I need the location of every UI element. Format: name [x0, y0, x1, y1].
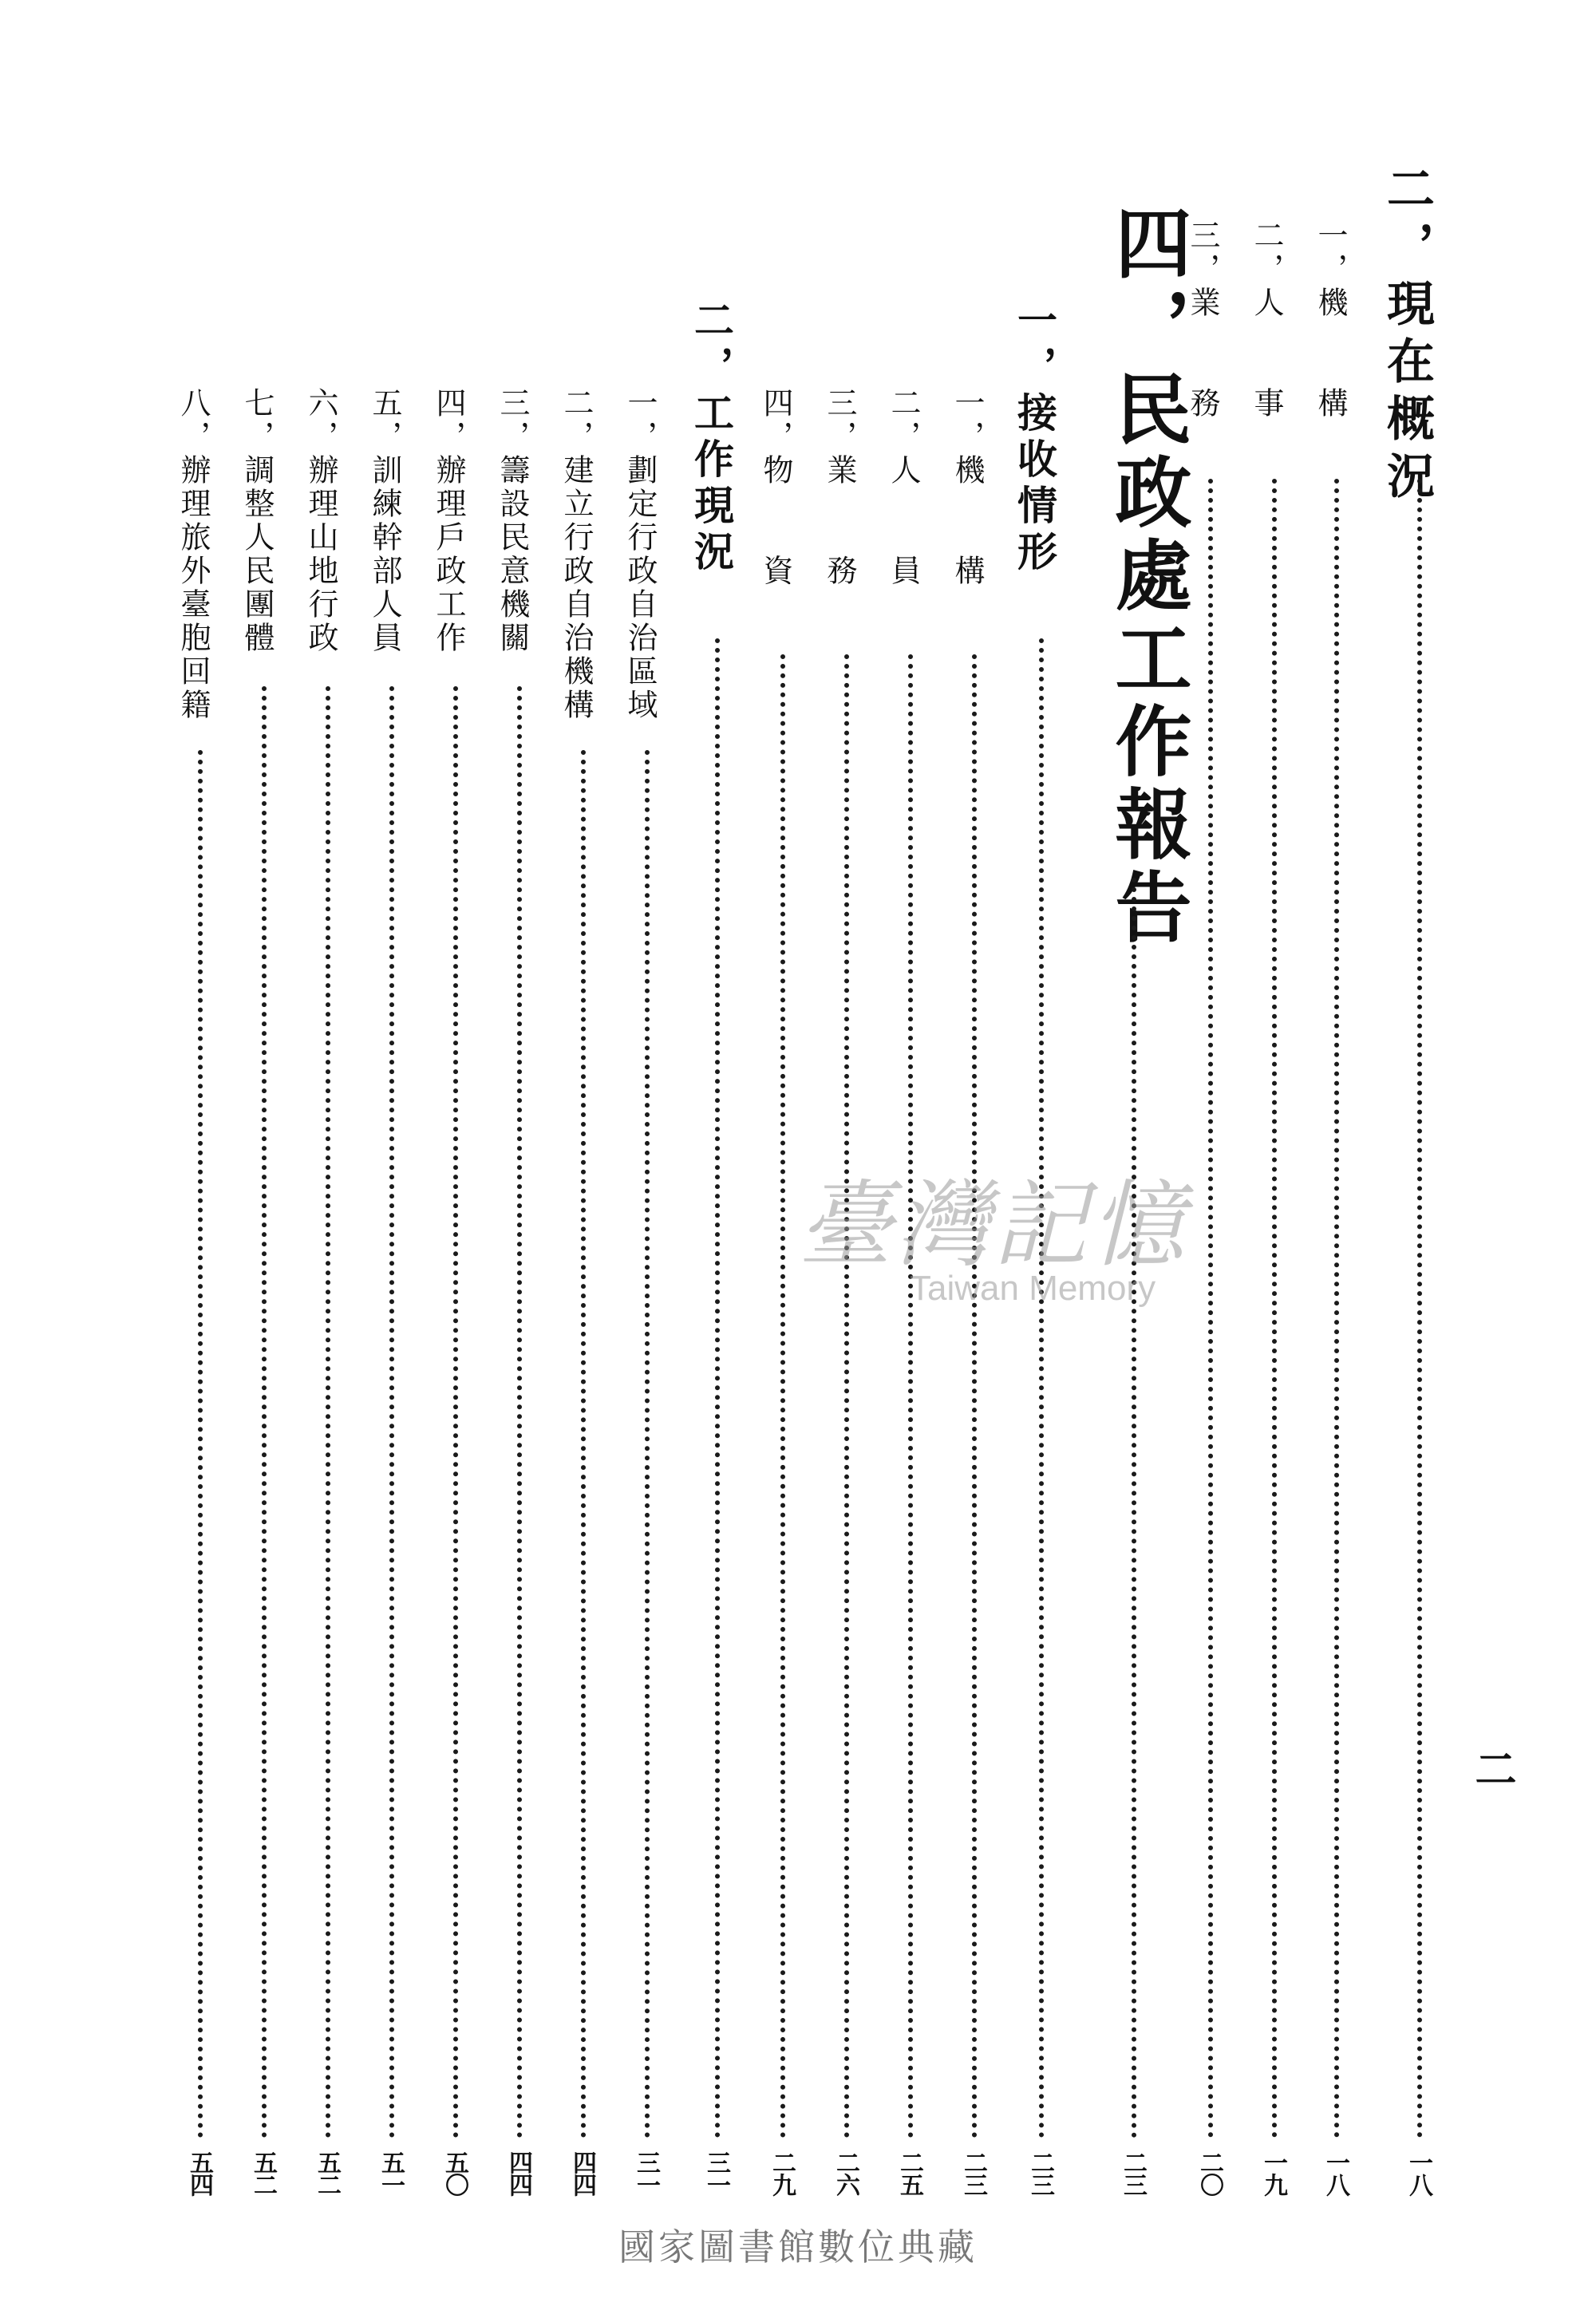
- toc-item-page: 五二: [313, 2150, 341, 2195]
- toc-section-two-page: 一八: [1404, 2150, 1432, 2195]
- toc-item-label: 二，人 事: [1249, 219, 1284, 421]
- page-number: 二: [1468, 1747, 1516, 1789]
- watermark-en: Taiwan Memory: [910, 1269, 1156, 1308]
- toc-item-label: 三，業 務: [1185, 219, 1220, 421]
- toc-item-label: 三，籌設民意機關: [495, 387, 530, 655]
- toc-item-label: 二，建立行政自治機構: [559, 387, 594, 722]
- toc-item-page: 二五: [895, 2150, 923, 2195]
- toc-item-label: 二，人 員: [886, 387, 921, 588]
- watermark-cjk: 臺灣記憶: [798, 1170, 1188, 1280]
- toc-item-page: 五二: [249, 2150, 277, 2195]
- toc-subsection-two-page: 三一: [702, 2150, 730, 2195]
- toc-item-page: 二〇: [1195, 2150, 1223, 2195]
- toc-item-label: 五，訓練幹部人員: [367, 387, 402, 655]
- toc-item-page: 三一: [632, 2150, 660, 2195]
- toc-item-label: 六，辦理山地行政: [303, 387, 338, 655]
- toc-item-label: 八，辦理旅外臺胞回籍: [176, 387, 211, 722]
- toc-leader: [972, 654, 977, 2138]
- toc-item-page: 一八: [1321, 2150, 1349, 2195]
- toc-subsection-two-label: 二，工作現況: [688, 299, 735, 577]
- toc-leader: [645, 750, 650, 2138]
- toc-leader: [1334, 479, 1339, 2138]
- toc-item-label: 三，業 務: [822, 387, 857, 588]
- toc-leader: [715, 638, 720, 2138]
- toc-main-title: 四，民政處工作報告: [1103, 203, 1193, 950]
- toc-subsection-one-label: 一，接收情形: [1011, 299, 1058, 577]
- toc-leader: [453, 686, 458, 2138]
- toc-leader: [198, 750, 203, 2138]
- toc-section-two-label: 二，現在概況: [1379, 164, 1435, 508]
- toc-item-page: 二九: [768, 2150, 796, 2195]
- toc-item-page: 五〇: [440, 2150, 468, 2195]
- toc-leader: [326, 686, 330, 2138]
- toc-leader: [780, 654, 785, 2138]
- toc-leader: [517, 686, 522, 2138]
- toc-item-page: 一九: [1259, 2150, 1287, 2195]
- footer-credit: 國家圖書館數位典藏: [618, 2225, 978, 2269]
- toc-item-label: 一，劃定行政自治區域: [622, 387, 658, 722]
- toc-leader: [1039, 638, 1044, 2138]
- toc-item-page: 二三: [959, 2150, 987, 2195]
- toc-leader: [1417, 479, 1422, 2138]
- watermark: [798, 1149, 1293, 1356]
- toc-item-page: 五四: [185, 2150, 213, 2195]
- toc-leader: [1132, 878, 1136, 2138]
- toc-item-label: 一，機 構: [950, 387, 985, 588]
- toc-leader: [581, 750, 586, 2138]
- toc-leader: [262, 686, 267, 2138]
- toc-item-label: 四，辦理戶政工作: [431, 387, 466, 655]
- toc-item-label: 一，機 構: [1313, 219, 1348, 421]
- toc-item-page: 二六: [832, 2150, 859, 2195]
- toc-item-label: 七，調整人民團體: [239, 387, 275, 655]
- toc-main-title-page: 二三: [1119, 2150, 1147, 2195]
- toc-leader: [908, 654, 913, 2138]
- toc-item-label: 四，物 資: [758, 387, 793, 588]
- toc-leader: [389, 686, 394, 2138]
- toc-item-page: 五一: [377, 2150, 405, 2195]
- toc-item-page: 四四: [504, 2150, 532, 2195]
- toc-subsection-one-page: 二三: [1026, 2150, 1054, 2195]
- toc-item-page: 四四: [568, 2150, 596, 2195]
- toc-leader: [844, 654, 849, 2138]
